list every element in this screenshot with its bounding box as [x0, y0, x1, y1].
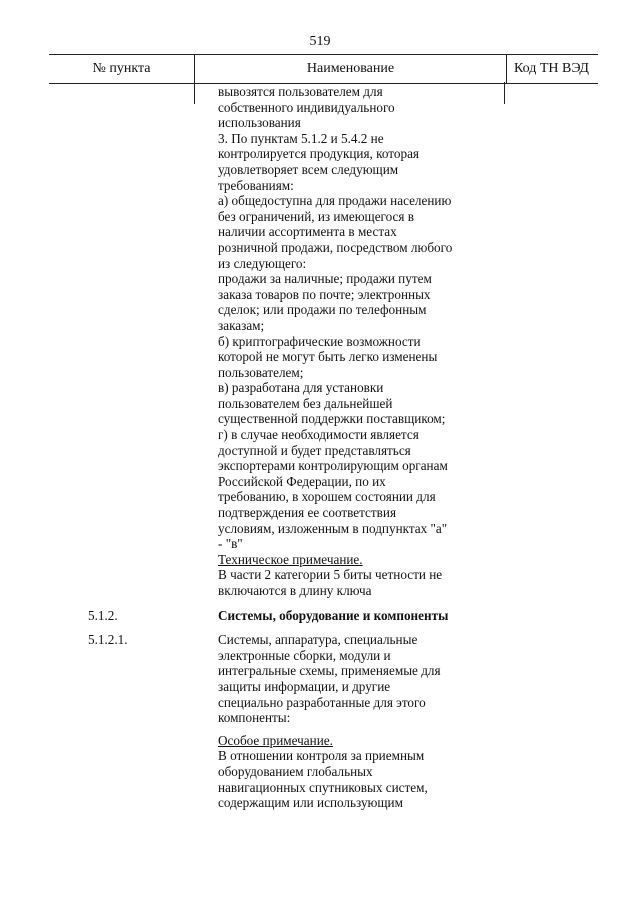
text-line: б) криптографические возможности [218, 333, 421, 349]
text-line: условиям, изложенным в подпунктах "а" [218, 520, 448, 536]
text-line: продажи за наличные; продажи путем [218, 271, 432, 287]
row-number-5-1-2-1: 5.1.2.1. [88, 632, 128, 648]
text-line: В отношении контроля за приемным [218, 748, 425, 764]
text-line: пользователем; [218, 364, 304, 380]
text-line: сделок; или продажи по телефонным [218, 302, 427, 318]
text-line: удовлетворяет всем следующим [218, 161, 399, 177]
header-code: Код ТН ВЭД [514, 61, 589, 76]
text-line: заказам; [218, 317, 265, 333]
table-header [49, 54, 598, 84]
page-number: 519 [309, 34, 331, 49]
text-line: заказа товаров по почте; электронных [218, 286, 431, 302]
text-line: Системы, аппаратура, специальные [218, 632, 418, 648]
row-number-5-1-2: 5.1.2. [88, 607, 118, 623]
text-line: пользователем без дальнейшей [218, 395, 393, 411]
text-line: интегральные схемы, применяемые для [218, 663, 441, 679]
text-line: навигационных спутниковых систем, [218, 779, 428, 795]
header-item-number: № пункта [92, 61, 151, 76]
text-line: компоненты: [218, 710, 291, 726]
tech-note-body [218, 567, 488, 598]
text-line: из следующего: [218, 255, 307, 271]
text-line: использования [218, 115, 301, 131]
text-line: г) в случае необходимости является [218, 427, 419, 443]
text-line: защиты информации, и другие [218, 678, 391, 694]
column-divider-right [504, 82, 505, 104]
text-line: требованию, в хорошем состоянии для [218, 489, 436, 505]
header-name: Наименование [194, 55, 507, 83]
text-line: вывозятся пользователем для [218, 84, 383, 99]
text-line: без ограничений, из имеющегося в [218, 208, 414, 224]
special-note-body [218, 748, 488, 810]
text-line: специально разработанные для этого [218, 694, 426, 710]
text-line: В части 2 категории 5 биты четности не [218, 567, 443, 583]
text-line: включаются в длину ключа [218, 583, 372, 598]
text-line: экспортерами контролирующим органам [218, 458, 448, 474]
row-title-5-1-2: Системы, оборудование и компоненты [218, 607, 449, 623]
text-line: розничной продажи, посредством любого [218, 239, 453, 255]
text-line: подтверждения ее соответствия [218, 505, 397, 521]
tech-note-title: Техническое примечание. [218, 551, 363, 567]
text-line: существенной поддержки поставщиком; [218, 411, 446, 427]
text-line: Российской Федерации, по их [218, 473, 386, 489]
text-line: которой не могут быть легко изменены [218, 349, 438, 365]
text-line: доступной и будет представляться [218, 442, 411, 458]
text-line: оборудованием глобальных [218, 763, 373, 779]
text-line: содержащим или использующим [218, 795, 403, 811]
text-line: а) общедоступна для продажи населению [218, 193, 452, 209]
special-note-title: Особое примечание. [218, 732, 333, 748]
text-line: 3. По пунктам 5.1.2 и 5.4.2 не [218, 130, 384, 146]
text-line: электронные сборки, модули и [218, 647, 391, 663]
column-divider-left [194, 82, 195, 104]
text-line: - "в" [218, 536, 243, 552]
name-column-text [218, 84, 488, 811]
text-line: наличии ассортимента в местах [218, 224, 397, 240]
text-line: контролируется продукция, которая [218, 146, 419, 162]
intro-block [218, 84, 488, 552]
row-body-5-1-2-1 [218, 632, 488, 726]
text-line: требованиям: [218, 177, 294, 193]
text-line: собственного индивидуального [218, 99, 395, 115]
text-line: в) разработана для установки [218, 380, 384, 396]
